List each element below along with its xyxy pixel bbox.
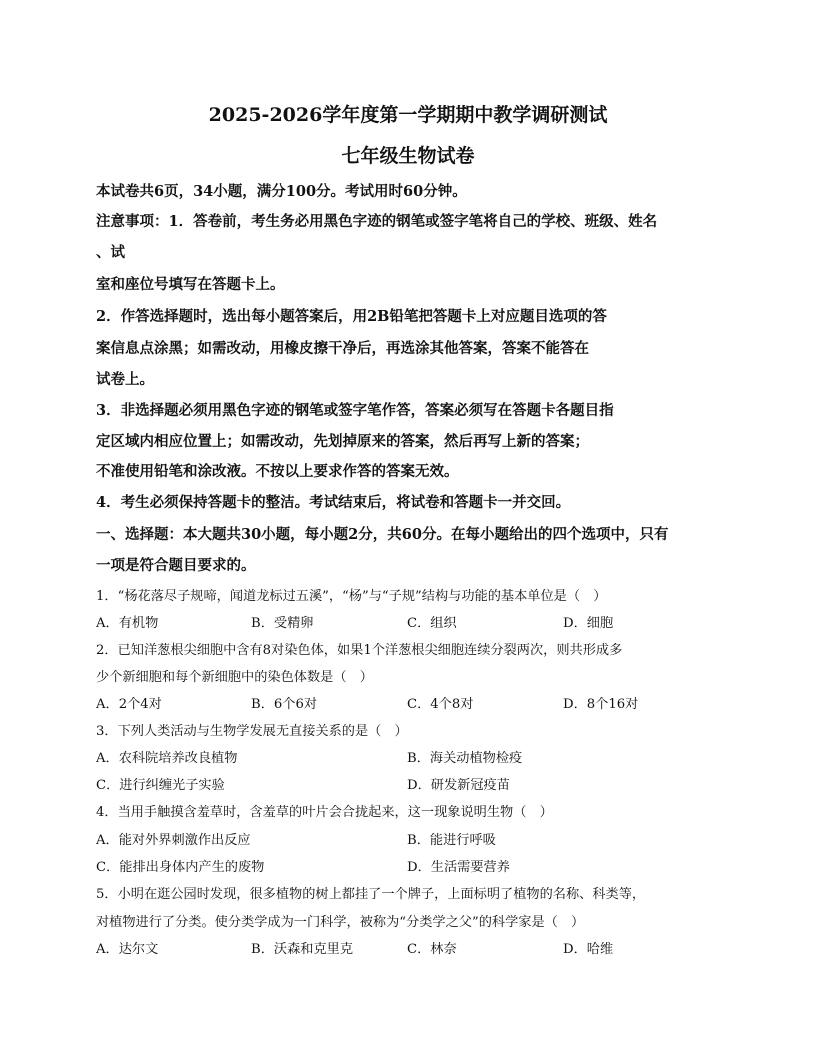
instruction-line: 4．考生必须保持答题卡的整洁。考试结束后，将试卷和答题卡一并交回。 [96, 494, 571, 511]
question-option: D．8个16对 [563, 697, 639, 712]
question-option: B．沃森和克里克 [251, 942, 354, 957]
instruction-line: 不准使用铅笔和涂改液。不按以上要求作答的答案无效。 [96, 463, 459, 480]
question-option: A．达尔文 [96, 942, 159, 957]
question-stem: 3．下列人类活动与生物学发展无直接关系的是（ ） [96, 724, 408, 739]
section-heading: 一项是符合题目要求的。 [96, 557, 256, 574]
question-option: C．4个8对 [407, 697, 474, 712]
instruction-line: 、试 [96, 244, 125, 261]
question-option: C．林奈 [407, 942, 457, 957]
question-option: B．海关动植物检疫 [407, 751, 523, 766]
question-option: D．研发新冠疫苗 [407, 778, 510, 793]
question-option: B．6个6对 [251, 697, 318, 712]
exam-title: 2025-2026学年度第一学期期中教学调研测试 [208, 104, 608, 126]
question-option: D．哈维 [563, 942, 614, 957]
question-option: A．2个4对 [96, 697, 162, 712]
question-option: B．能进行呼吸 [407, 833, 496, 848]
question-option: C．能排出身体内产生的废物 [96, 860, 265, 875]
question-option: C．进行纠缠光子实验 [96, 778, 225, 793]
question-stem: 1．“杨花落尽子规啼，闻道龙标过五溪”，“杨”与“子规”结构与功能的基本单位是（ ） [96, 589, 607, 604]
instruction-line: 室和座位号填写在答题卡上。 [96, 276, 285, 293]
instruction-line: 定区域内相应位置上；如需改动，先划掉原来的答案，然后再写上新的答案； [96, 433, 589, 450]
exam-subtitle: 七年级生物试卷 [341, 145, 475, 167]
question-stem: 5．小明在逛公园时发现，很多植物的树上都挂了一个牌子，上面标明了植物的名称、科类等， [96, 887, 646, 902]
question-option: D．细胞 [563, 616, 614, 631]
question-option: A．有机物 [96, 616, 159, 631]
section-heading: 一、选择题：本大题共30小题，每小题2分，共60分。在每小题给出的四个选项中，只有 [96, 526, 669, 543]
question-option: A．农科院培养改良植物 [96, 751, 238, 766]
question-stem: 少个新细胞和每个新细胞中的染色体数是（ ） [96, 670, 373, 685]
instruction-line: 试卷上。 [96, 371, 154, 388]
instruction-line: 注意事项：1．答卷前，考生务必用黑色字迹的钢笔或签字笔将自己的学校、班级、姓名 [96, 213, 658, 230]
instruction-line: 2．作答选择题时，选出每小题答案后，用2B铅笔把答题卡上对应题目选项的答 [96, 308, 607, 325]
instruction-line: 案信息点涂黑；如需改动，用橡皮擦干净后，再选涂其他答案，答案不能答在 [96, 340, 589, 357]
question-stem: 对植物进行了分类。使分类学成为一门科学，被称为“分类学之父”的科学家是（ ） [96, 915, 585, 930]
question-option: B．受精卵 [251, 616, 314, 631]
question-option: D．生活需要营养 [407, 860, 510, 875]
instruction-line: 本试卷共6页，34小题，满分100分。考试用时60分钟。 [96, 183, 467, 200]
instruction-line: 3．非选择题必须用黑色字迹的钢笔或签字笔作答，答案必须写在答题卡各题目指 [96, 402, 614, 419]
question-stem: 4．当用手触摸含羞草时，含羞草的叶片会合拢起来，这一现象说明生物（ ） [96, 805, 553, 820]
question-option: C．组织 [407, 616, 457, 631]
question-option: A．能对外界刺激作出反应 [96, 833, 251, 848]
question-stem: 2．已知洋葱根尖细胞中含有8对染色体，如果1个洋葱根尖细胞连续分裂两次，则共形成多 [96, 643, 623, 658]
